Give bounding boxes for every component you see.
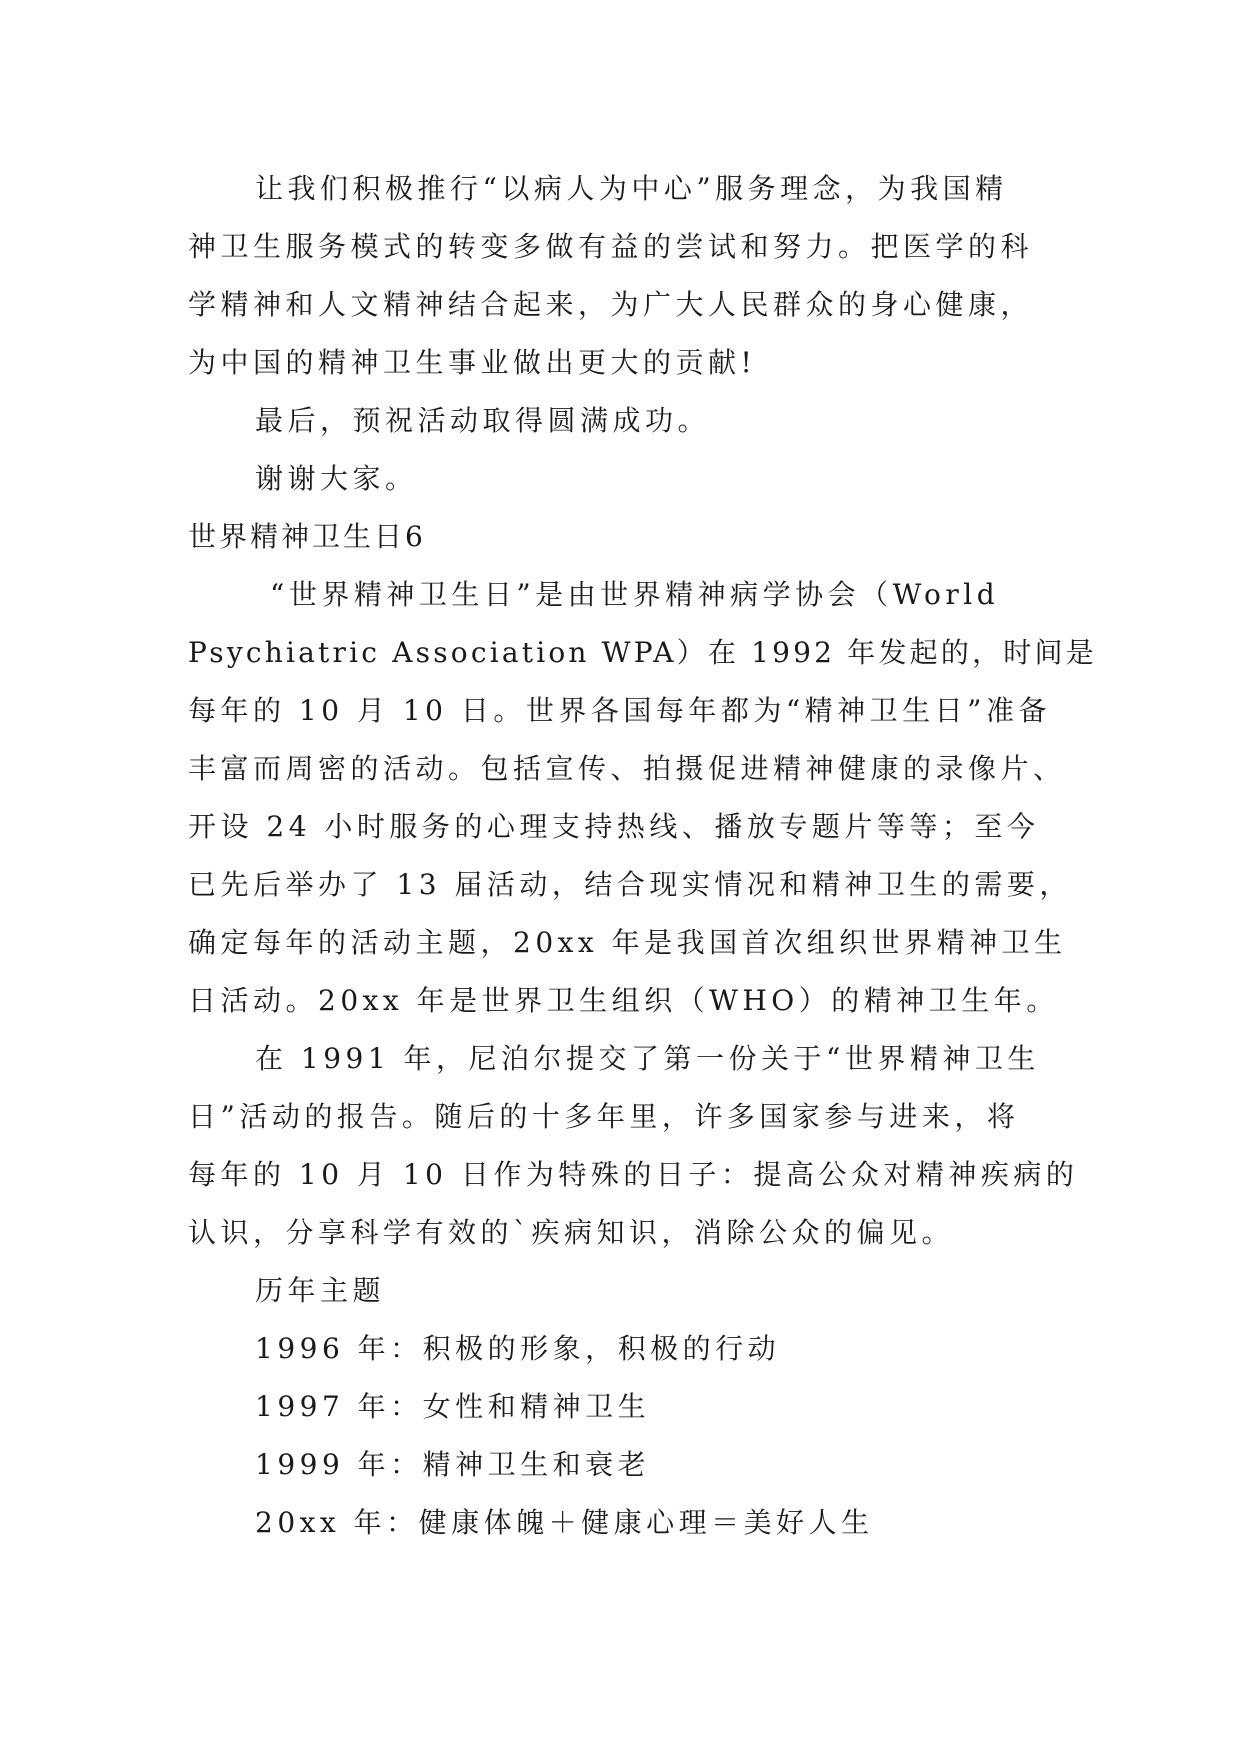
paragraph-line: 开设 24 小时服务的心理支持热线、播放专题片等等；至今: [188, 810, 1040, 843]
paragraph-line: 为中国的精神卫生事业做出更大的贡献!: [188, 346, 757, 379]
theme-list-item: 20xx 年：健康体魄＋健康心理＝美好人生: [255, 1506, 874, 1539]
theme-list-item: 1996 年：积极的形象，积极的行动: [255, 1332, 781, 1365]
paragraph-line: 确定每年的活动主题，20xx 年是我国首次组织世界精神卫生: [188, 926, 1067, 959]
theme-list-item: 1999 年：精神卫生和衰老: [255, 1448, 651, 1481]
paragraph-line: 每年的 10 月 10 日作为特殊的日子：提高公众对精神疾病的: [188, 1158, 1079, 1191]
paragraph-line: 已先后举办了 13 届活动，结合现实情况和精神卫生的需要，: [188, 868, 1072, 901]
document-page: [188, 160, 1097, 1552]
paragraph-line: 丰富而周密的活动。包括宣传、拍摄促进精神健康的录像片、: [188, 752, 1066, 785]
paragraph-line: 日活动。20xx 年是世界卫生组织（WHO）的精神卫生年。: [188, 984, 1059, 1017]
paragraph-line: 神卫生服务模式的转变多做有益的尝试和努力。把医学的科: [188, 230, 1034, 263]
theme-list-item: 1997 年：女性和精神卫生: [255, 1390, 651, 1423]
paragraph-line: 最后，预祝活动取得圆满成功。: [255, 404, 711, 437]
paragraph-line: 每年的 10 月 10 日。世界各国每年都为“精神卫生日”准备: [188, 694, 1051, 727]
paragraph-line: 谢谢大家。: [255, 462, 418, 495]
paragraph-line: “世界精神卫生日”是由世界精神病学协会（World: [270, 578, 1000, 611]
paragraph-line: 认识，分享科学有效的`疾病知识，消除公众的偏见。: [188, 1216, 955, 1249]
paragraph-line: 日”活动的报告。随后的十多年里，许多国家参与进来，将: [188, 1100, 1020, 1133]
section-heading: 世界精神卫生日6: [188, 520, 426, 553]
paragraph-line: 让我们积极推行“以病人为中心”服务理念，为我国精: [255, 172, 1008, 205]
subheading: 历年主题: [255, 1274, 386, 1307]
paragraph-line: 学精神和人文精神结合起来，为广大人民群众的身心健康，: [188, 288, 1034, 321]
paragraph-line: Psychiatric Association WPA）在 1992 年发起的，时间是: [188, 636, 1097, 669]
paragraph-line: 在 1991 年，尼泊尔提交了第一份关于“世界精神卫生: [255, 1042, 1040, 1075]
